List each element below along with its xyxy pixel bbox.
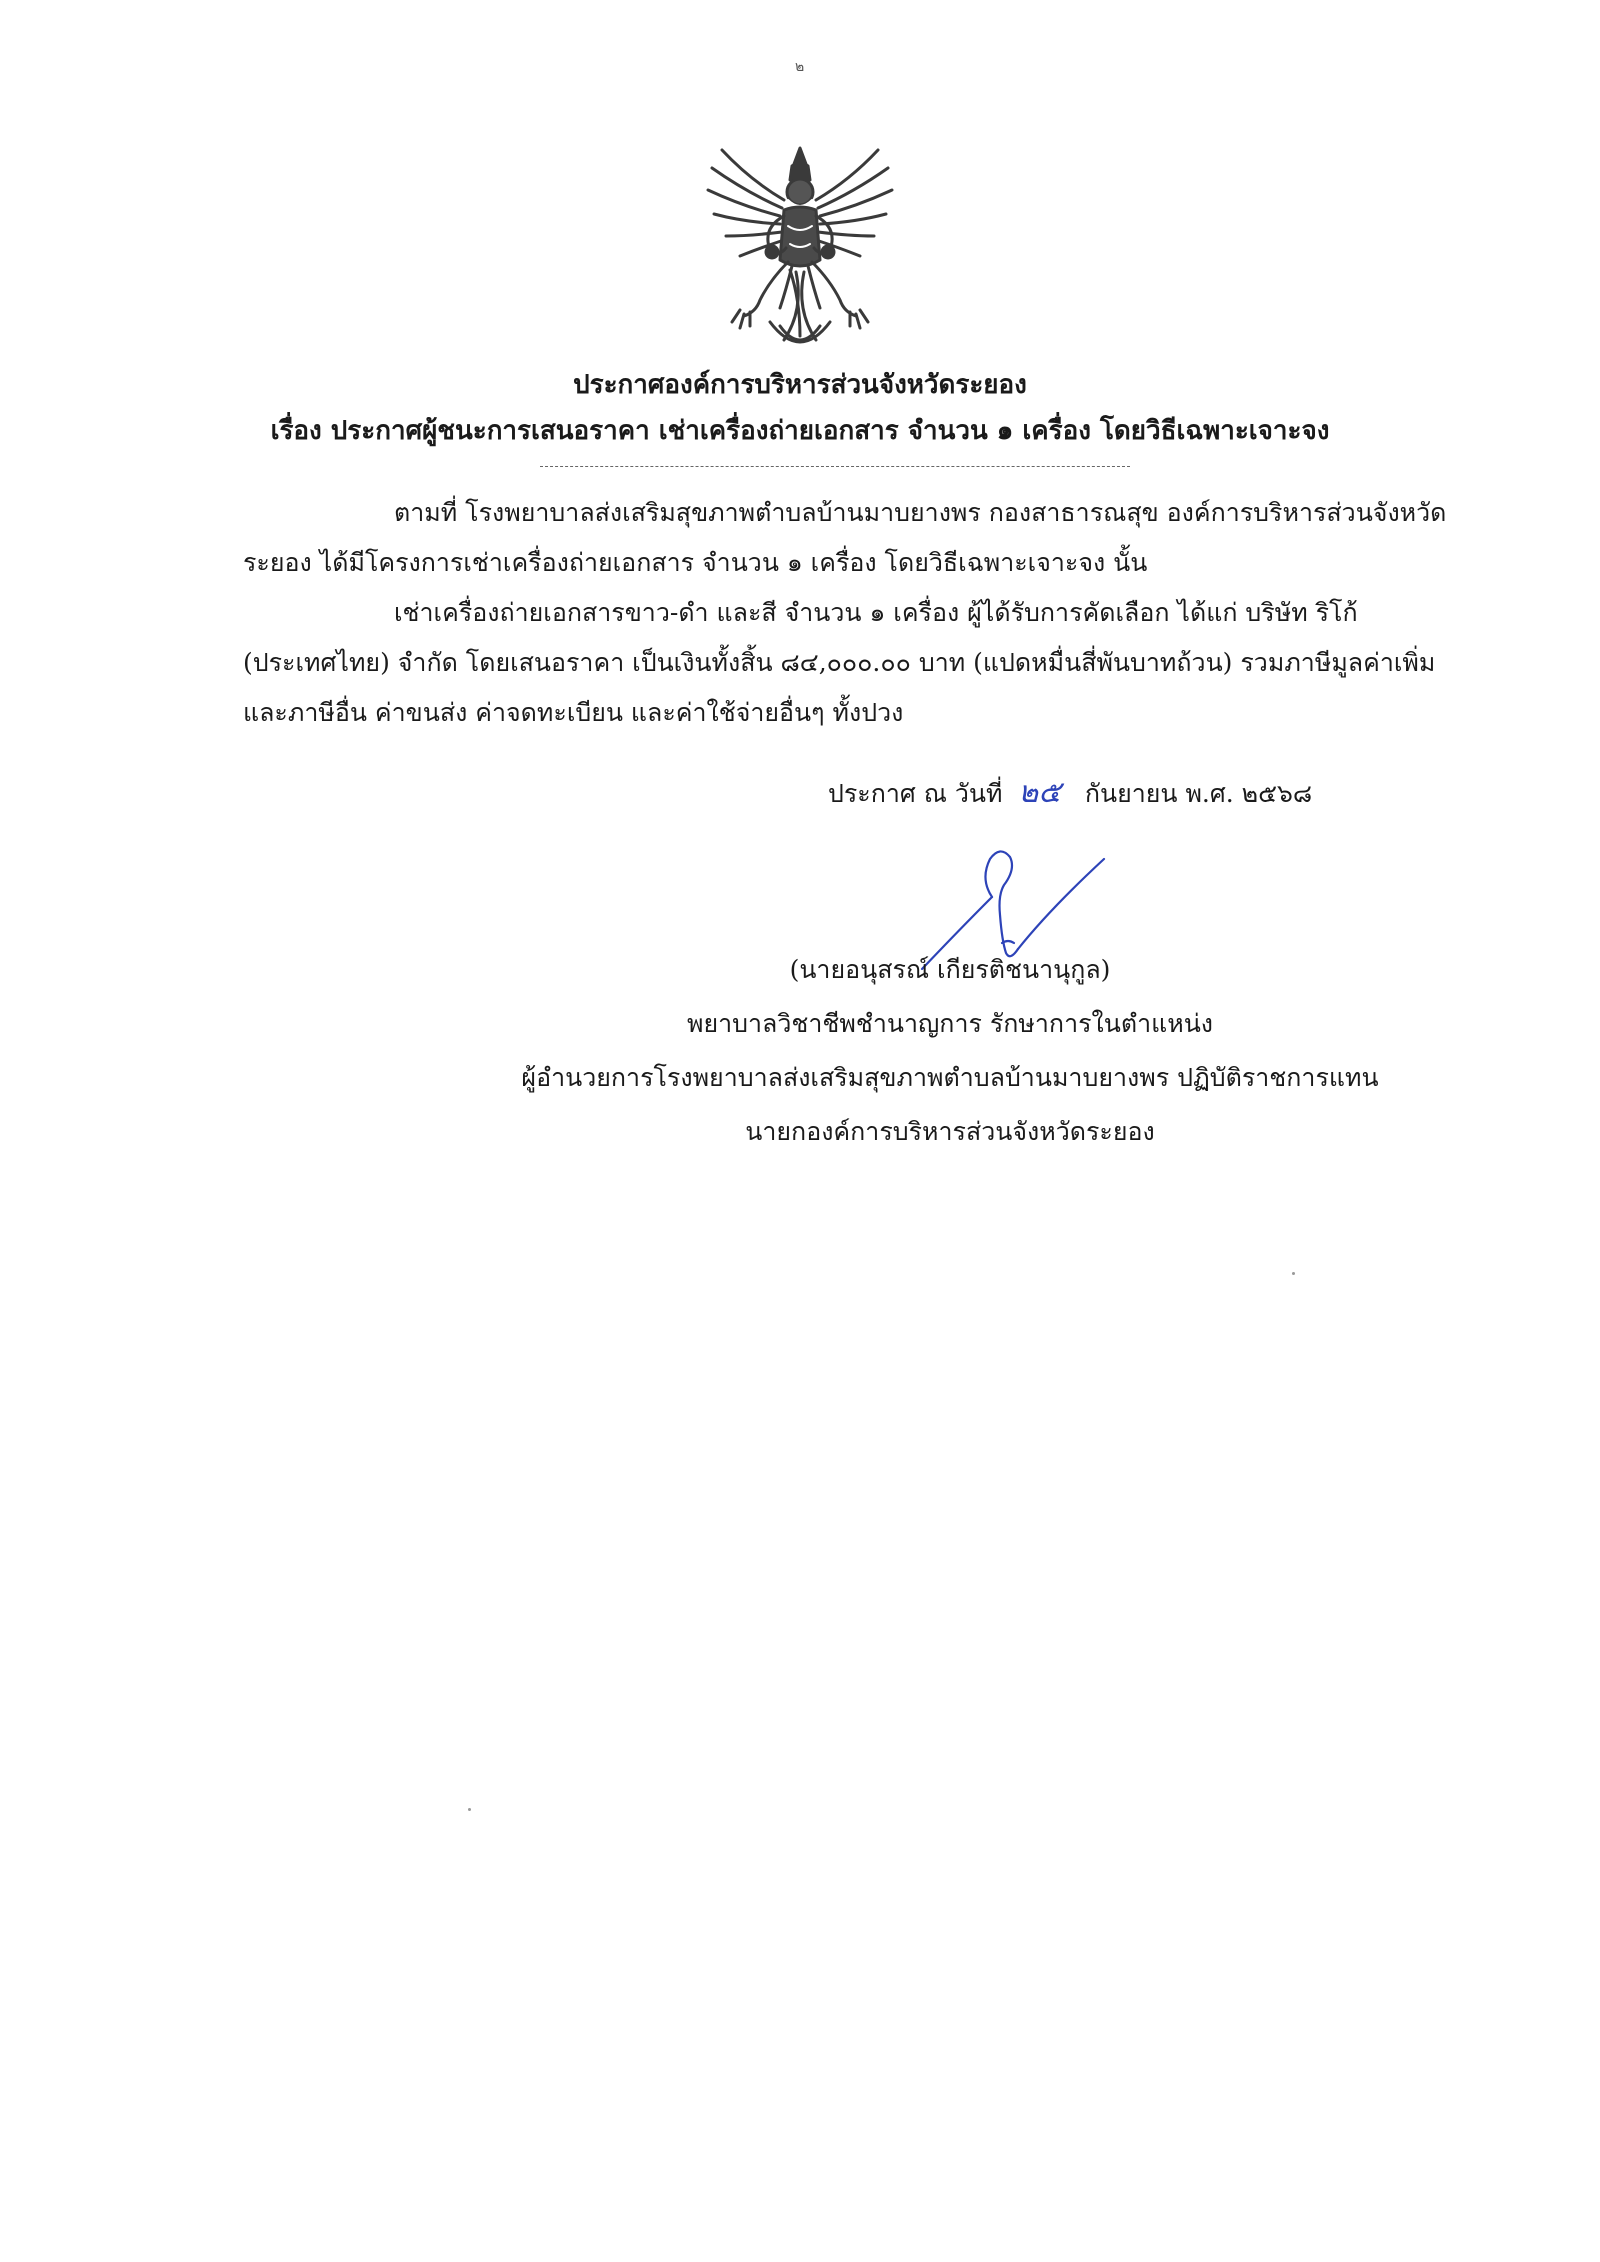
signatory-name: (นายอนุสรณ์ เกียรติชนานุกูล) xyxy=(789,955,1111,984)
page-number: ๒ xyxy=(795,59,805,75)
body-paragraph-1-line-2: ระยอง ได้มีโครงการเช่าเครื่องถ่ายเอกสาร จำนวน ๑ เครื่อง โดยวิธีเฉพาะเจาะจง นั้น xyxy=(243,548,1148,577)
signatory-position-1: พยาบาลวิชาชีพชำนาญการ รักษาการในตำแหน่ง xyxy=(686,1009,1213,1038)
body-paragraph-2-line-2: (ประเทศไทย) จำกัด โดยเสนอราคา เป็นเงินทั้งสิ้น ๘๔,๐๐๐.๐๐ บาท (แปดหมื่นสี่พันบาทถ้วน) รวมภาษีมูลค่าเพิ่ม xyxy=(243,648,1436,677)
date-day-handwritten: ๒๕ xyxy=(1018,775,1061,810)
body-paragraph-2-line-1: เช่าเครื่องถ่ายเอกสารขาว-ดำ และสี จำนวน ๑ เครื่อง ผู้ได้รับการคัดเลือก ได้แก่ บริษัท ริโก้ xyxy=(394,598,1358,627)
scan-speck xyxy=(1292,1272,1295,1275)
document-subject: เรื่อง ประกาศผู้ชนะการเสนอราคา เช่าเครื่องถ่ายเอกสาร จำนวน ๑ เครื่อง โดยวิธีเฉพาะเจาะจง xyxy=(270,416,1330,446)
scan-speck xyxy=(468,1808,471,1811)
signatory-position-2: ผู้อำนวยการโรงพยาบาลส่งเสริมสุขภาพตำบลบ้านมาบยางพร ปฏิบัติราชการแทน xyxy=(521,1063,1379,1092)
announcement-date xyxy=(828,776,1312,811)
date-month-year: กันยายน พ.ศ. ๒๕๖๘ xyxy=(1084,779,1313,808)
document-title: ประกาศองค์การบริหารส่วนจังหวัดระยอง xyxy=(573,370,1027,400)
body-paragraph-1-line-1: ตามที่ โรงพยาบาลส่งเสริมสุขภาพตำบลบ้านมาบยางพร กองสาธารณสุข องค์การบริหารส่วนจังหวัด xyxy=(394,498,1447,527)
date-prefix: ประกาศ ณ วันที่ xyxy=(828,779,1003,808)
signatory-position-3: นายกองค์การบริหารส่วนจังหวัดระยอง xyxy=(745,1117,1155,1146)
body-paragraph-2-line-3: และภาษีอื่น ค่าขนส่ง ค่าจดทะเบียน และค่าใช้จ่ายอื่นๆ ทั้งปวง xyxy=(243,698,904,727)
title-divider xyxy=(540,466,1130,467)
garuda-emblem-icon xyxy=(700,140,900,355)
